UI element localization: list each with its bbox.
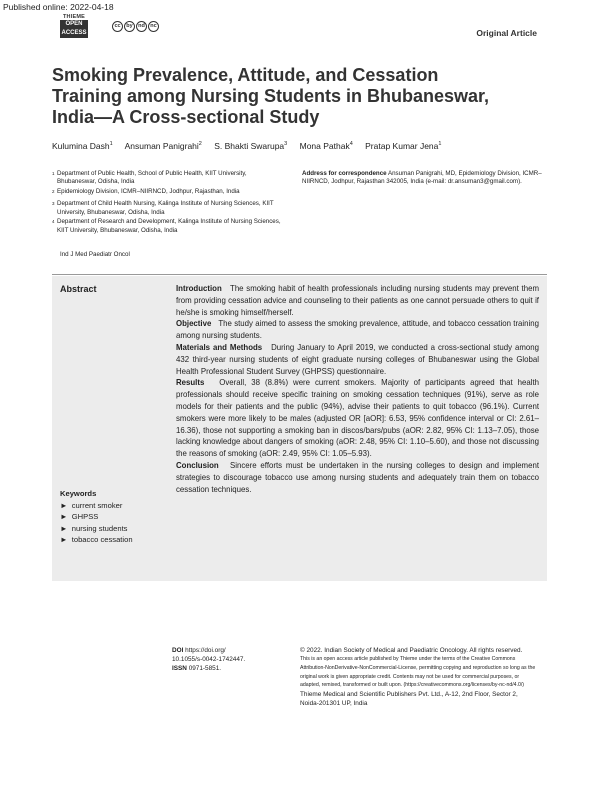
author-name: Ansuman Panigrahi bbox=[124, 141, 199, 151]
affiliation-number: 1 bbox=[52, 171, 55, 176]
author-affiliation-ref: 1 bbox=[438, 141, 442, 148]
copyright-block bbox=[300, 646, 538, 708]
section-heading: Results bbox=[176, 378, 205, 388]
section-heading: Materials and Methods bbox=[176, 342, 263, 352]
author[interactable] bbox=[52, 141, 113, 151]
affiliation-text: Department of Public Health, School of Public Health, KIIT University, Bhubaneswar, Odisha, India bbox=[57, 170, 247, 186]
author-name: Pratap Kumar Jena bbox=[365, 141, 439, 151]
doi-label: DOI bbox=[172, 647, 184, 654]
section-text: Overall, 38 (8.8%) were current smokers. Majority of participants agreed that health professionals should receive specific training on smoking cessation techniques (91%), serve as role models for their patients and the public (94%), advise their patients to quit tobacco (96.1%). Current smokers were more likely to be males (adjusted OR [aOR]: 6.53, 95% confidence interval or CI: 2.61–16.36), those not supporting a smoking ban in discos/bars/pubs (aOR: 2.82, 95% CI: 1.13–7.05), those lacking knowledge about dangers of smoking (aOR: 2.48, 95% CI: 1.10–5.60), and those not discussing the reasons of smoking (aOR: 2.49, 95% CI: 1.05–5.93). bbox=[176, 378, 539, 459]
author-list bbox=[52, 141, 451, 151]
affiliation-number: 4 bbox=[52, 219, 55, 225]
section-text: The smoking habit of health professionals including nursing students may prevent them from providing cessation advice and counseling to their patients as one cannot persuade others to quit if he/she is smoking himself/herself. bbox=[176, 284, 539, 317]
affiliation-item bbox=[52, 218, 287, 235]
cc-nd-icon: nd bbox=[136, 21, 147, 32]
author[interactable] bbox=[365, 141, 441, 151]
doi-issn-block bbox=[172, 646, 277, 674]
section-text: The study aimed to assess the smoking prevalence, attitude, and tobacco cessation training among nursing students. bbox=[176, 319, 539, 341]
cc-icon: cc bbox=[112, 21, 123, 32]
doi-value[interactable]: 10.1055/s-0042-1742447. bbox=[172, 656, 246, 664]
affiliation-text: Department of Research and Development, Kalinga Institute of Nursing Sciences, KIIT University, Bhubaneswar, Odisha, India bbox=[57, 218, 281, 234]
affiliation-item bbox=[52, 170, 287, 187]
affiliation-item bbox=[52, 188, 287, 199]
section-text: During January to April 2019, we conducted a cross-sectional study among 432 third-year nursing students of eight graduate nursing colleges of Bhubaneswar using the Global Health Professional Student Survey (GHPSS) questionnaire. bbox=[176, 342, 540, 376]
article-type-label: Original Article bbox=[476, 28, 537, 38]
affiliation-text: Department of Child Health Nursing, Kalinga Institute of Nursing Sciences, KIIT University, Bhubaneswar, Odisha, India bbox=[57, 200, 274, 216]
keyword-item: ► tobacco cessation bbox=[60, 535, 133, 545]
abstract-section-conclusion bbox=[176, 460, 539, 495]
author[interactable] bbox=[214, 141, 287, 151]
abstract-heading: Abstract bbox=[60, 284, 97, 294]
publisher-address: Thieme Medical and Scientific Publishers Pvt. Ltd., A-12, 2nd Floor, Sector 2, Noida-201301 UP, India bbox=[300, 691, 518, 708]
keyword-item: ► GHPSS bbox=[60, 512, 99, 522]
affiliation-number: 3 bbox=[52, 201, 55, 207]
abstract-section-results bbox=[176, 377, 539, 460]
thieme-open-access-logo bbox=[60, 14, 88, 38]
logo-line-2: OPEN bbox=[60, 20, 88, 29]
author-affiliation-ref: 3 bbox=[284, 141, 288, 148]
author-affiliation-ref: 1 bbox=[109, 141, 113, 148]
cc-by-icon: by bbox=[124, 21, 135, 32]
author-name: S. Bhakti Swarupa bbox=[214, 141, 285, 151]
section-heading: Conclusion bbox=[176, 460, 219, 470]
published-online-date: Published online: 2022-04-18 bbox=[3, 2, 114, 12]
logo-line-1: THIEME bbox=[63, 14, 85, 20]
keyword-text: tobacco cessation bbox=[71, 535, 133, 545]
author-affiliation-ref: 4 bbox=[349, 141, 353, 148]
affiliation-number: 2 bbox=[52, 188, 55, 194]
keywords-heading: Keywords bbox=[60, 489, 97, 498]
author-name: Mona Pathak bbox=[299, 141, 350, 151]
correspondence-label: Address for correspondence bbox=[302, 170, 387, 177]
affiliation-text: Epidemiology Division, ICMR–NIIRNCD, Jodhpur, Rajasthan, India bbox=[57, 187, 240, 195]
cc-nc-icon: nc bbox=[148, 21, 159, 32]
abstract-section-introduction bbox=[176, 283, 539, 318]
section-heading: Introduction bbox=[176, 284, 222, 293]
affiliations bbox=[52, 170, 287, 236]
author-affiliation-ref: 2 bbox=[198, 141, 202, 148]
logo-line-3: ACCESS bbox=[61, 30, 87, 36]
article-title: Smoking Prevalence, Attitude, and Cessation Training among Nursing Students in Bhubaneswar, India—A Cross-sectional Study bbox=[52, 65, 490, 127]
keywords-block bbox=[60, 488, 133, 546]
keyword-item: ► nursing students bbox=[60, 523, 128, 533]
correspondence-text[interactable]: Ansuman Panigrahi, MD, Epidemiology Division, ICMR–NIIRNCD, Jodhpur, Rajasthan 342005, India (e-mail: dr.ansuman3@gmail.com). bbox=[302, 170, 542, 186]
author[interactable] bbox=[125, 141, 202, 151]
abstract-section-objective bbox=[176, 318, 539, 342]
keyword-text: current smoker bbox=[71, 500, 123, 510]
abstract-section-methods bbox=[176, 342, 539, 377]
correspondence-address bbox=[302, 170, 542, 187]
creative-commons-license-icons[interactable] bbox=[112, 21, 159, 32]
copyright-notice: © 2022. Indian Society of Medical and Paediatric Oncology. All rights reserved. bbox=[300, 647, 523, 654]
abstract-body bbox=[176, 283, 539, 495]
author[interactable] bbox=[300, 141, 353, 151]
keyword-item: ► current smoker bbox=[60, 500, 123, 510]
license-text: This is an open access article published by Thieme under the terms of the Creative Commons Attribution-NonDerivative-NonCommercial-License, permitting copying and reproduction so long as the original work is given appropriate credit. Contents may not be used for commercial purposes, or adapted, remixed, transformed or built upon. (https://creativecommons.org/licenses/by-nc-nd/4.0/) bbox=[300, 656, 536, 689]
issn-label: ISSN bbox=[172, 665, 187, 673]
keyword-text: GHPSS bbox=[71, 512, 99, 522]
affiliation-item bbox=[52, 200, 287, 217]
keyword-text: nursing students bbox=[71, 523, 128, 533]
journal-abbreviation: Ind J Med Paediatr Oncol bbox=[60, 251, 130, 258]
author-name: Kulumina Dash bbox=[52, 141, 110, 151]
section-heading: Objective bbox=[176, 319, 212, 329]
section-text: Sincere efforts must be undertaken in the nursing colleges to design and implement strategies to discourage tobacco use among nursing students and adequately train them on tobacco cessation techniques. bbox=[176, 460, 539, 494]
abstract-divider bbox=[52, 274, 547, 275]
issn-value: 0971-5851. bbox=[188, 665, 222, 673]
doi-link[interactable]: https://doi.org/ bbox=[185, 647, 226, 654]
